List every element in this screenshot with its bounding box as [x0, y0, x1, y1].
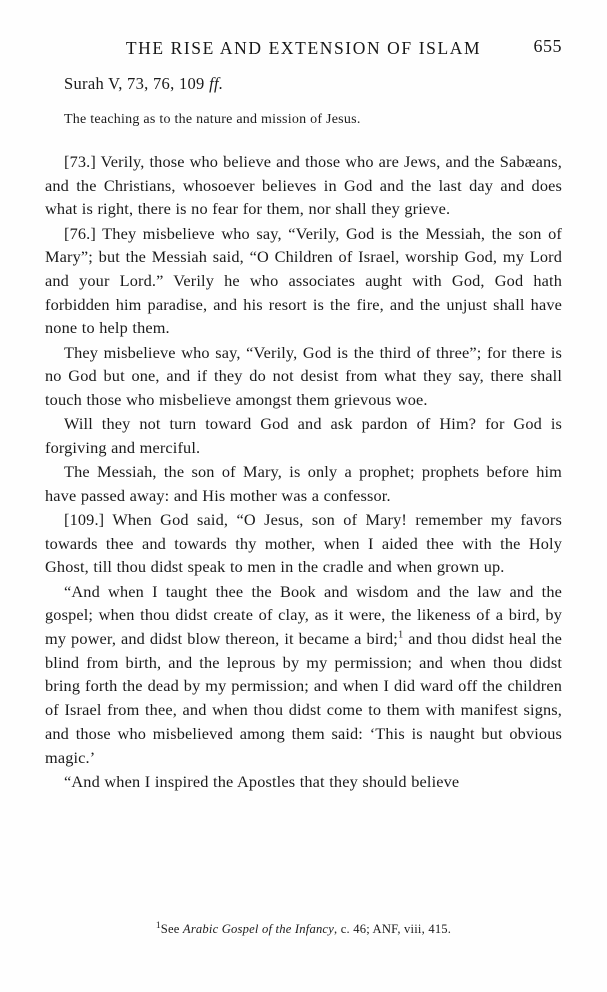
paragraph-apostles: “And when I inspired the Apostles that they should believe: [64, 771, 460, 791]
footnote-lead: See: [160, 922, 183, 936]
paragraph-third-of-three: They misbelieve who say, “Verily, God is the third of three”; for there is no God but one, and if they do not desist from what they say, there shall touch those who misbelieve amongst them grievous woe.: [45, 342, 562, 410]
surah-reference-suffix: ff.: [209, 74, 224, 93]
paragraph-76: [76.] They misbelieve who say, “Verily, God is the Messiah, the son of Mary”; but the Messiah said, “O Children of Israel, worship God, my Lord and your Lord.” Verily he who associates aught with God, God hath forbidden him paradise, and his resort is the fire, and the unjust shall have none to help them.: [45, 223, 562, 338]
footnote-tail: , c. 46; ANF, viii, 415.: [334, 922, 452, 936]
footnote-number: 1: [155, 920, 161, 931]
surah-reference: [45, 74, 562, 94]
running-title: THE RISE AND EXTENSION OF ISLAM: [125, 38, 482, 58]
paragraph-pardon: Will they not turn toward God and ask pardon of Him? for God is forgiving and merciful.: [45, 414, 562, 457]
paragraph-109: [109.] When God said, “O Jesus, son of Mary! remember my favors towards thee and towards thy mother, when I aided thee with the Holy Ghost, till thou didst speak to men in the cradle and when grown up.: [45, 510, 562, 577]
page-header: [0, 38, 607, 59]
paragraph-messiah-prophet: The Messiah, the son of Mary, is only a prophet; prophets before him have passed away: and His mother was a confessor.: [45, 462, 562, 505]
paragraph-73: [73.] Verily, those who believe and those who are Jews, and the Sabæans, and the Christians, whosoever believes in God and the last day and does what is right, there is no fear for them, nor shall they grieve.: [45, 152, 562, 219]
paragraph-book-and-wisdom: [45, 580, 562, 770]
surah-reference-text: Surah V, 73, 76, 109: [64, 74, 205, 93]
section-subtitle: The teaching as to the nature and mission of Jesus.: [64, 112, 361, 127]
paragraph-book-and-wisdom-part2: and thou didst heal the blind from birth, and the leprous by my permission; and when thou didst bring forth the dead by my permission; and when I did ward off the children of Israel from thee, and when thou didst come to them with manifest signs, and those who misbelieved among them said: ‘This is naught but obvious magic.’: [45, 629, 562, 767]
page-content: [45, 74, 562, 794]
page-number: 655: [533, 36, 562, 56]
paragraph-book-and-wisdom-part1: “And when I taught thee the Book and wisdom and the law and the gospel; when thou didst create of clay, as it were, the likeness of a bird, by my power, and didst blow thereon, it became a bird;: [45, 581, 562, 649]
footnote-title: Arabic Gospel of the Infancy: [182, 922, 335, 936]
footnote-marker-inline: 1: [397, 629, 404, 641]
footnote: [45, 922, 562, 937]
